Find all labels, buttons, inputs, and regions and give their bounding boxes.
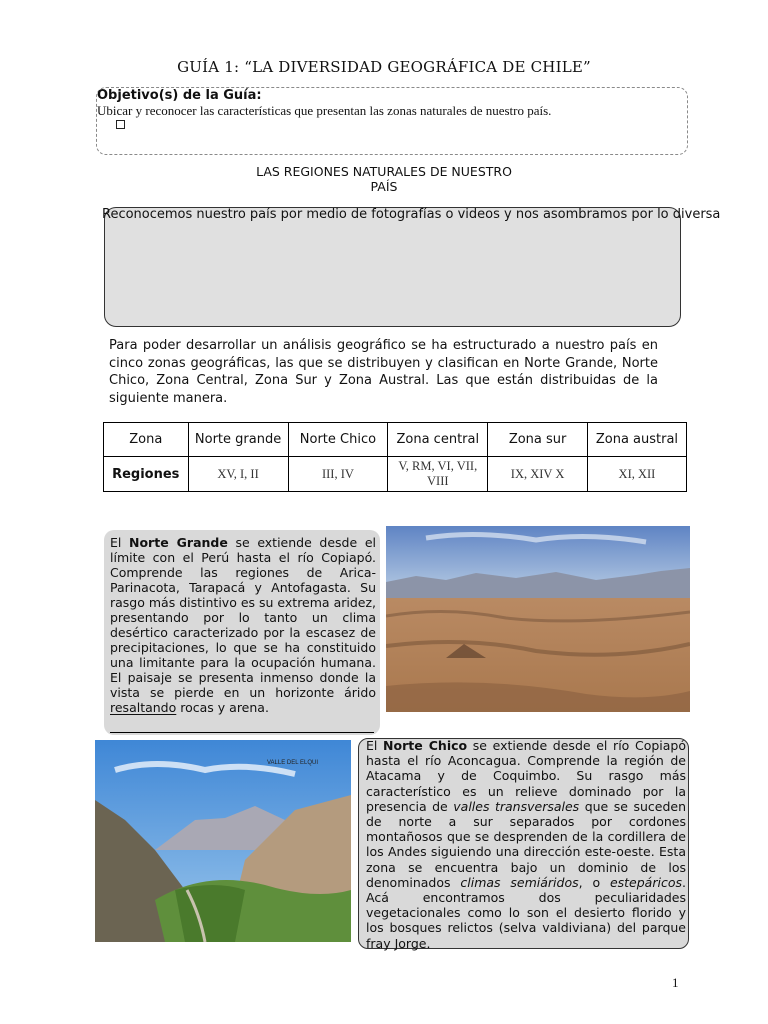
intro-text: Reconocemos nuestro país por medio de fotografías o videos y nos asombramos por lo diversa xyxy=(102,207,721,222)
table-header-cell: Zona xyxy=(104,423,189,457)
table-header-row xyxy=(104,423,687,457)
table-cell: XI, XII xyxy=(587,457,686,492)
zones-table xyxy=(103,422,687,492)
page-number: 1 xyxy=(672,975,679,990)
objective-label: Objetivo(s) de la Guía: xyxy=(97,88,262,103)
objective-text: Ubicar y reconocer las características que presentan las zonas naturales de nuestro país. xyxy=(97,103,552,118)
text-run: se extiende desde el límite con el Perú hasta el río Copiapó. Comprende las regiones de Arica-Parinacota, Tarapacá y Antofagasta. Su rasgo más distintivo es su extrema aridez, presentando por lo tanto un clima desértico caracterizado por la escasez de precipitaciones, lo que se ha constituido una limitante para la ocupación humana. El paisaje se presenta inmenso donde la vista se pierde en un horizonte árido xyxy=(110,535,376,700)
text-run: , o xyxy=(578,874,610,890)
underlined-term: resaltando xyxy=(110,700,177,715)
text-run: . Acá encontramos dos peculiaridades vegetacionales como lo son el desierto florido y los bosques relictos (selva valdiviana) del parque fray Jorge. xyxy=(366,874,686,951)
table-header-cell: Zona austral xyxy=(587,423,686,457)
table-header-cell: Norte grande xyxy=(188,423,288,457)
desert-photo xyxy=(386,526,690,712)
text-run: rocas y arena. xyxy=(176,700,269,715)
table-cell: III, IV xyxy=(288,457,388,492)
intro-box xyxy=(104,207,681,327)
table-cell: XV, I, II xyxy=(188,457,288,492)
text-run: El xyxy=(366,738,384,753)
text-run: se extiende desde el río Copiapó hasta el río Aconcagua. Comprende la región de Atacama y de Coquimbo. Su rasgo más característico es un relieve dominado por la presencia de xyxy=(366,738,687,814)
bold-term: Norte Grande xyxy=(129,535,228,550)
table-cell: IX, XIV X xyxy=(488,457,588,492)
norte-chico-text xyxy=(366,738,686,951)
photo-caption: VALLE DEL ELQUI xyxy=(267,760,319,766)
section-title-line1: LAS REGIONES NATURALES DE NUESTRO xyxy=(256,164,512,179)
italic-term: valles transversales xyxy=(453,798,580,814)
section-title xyxy=(240,164,528,194)
text-run: que se suceden de norte a sur separados por cordones montañosos que se desprenden de la cordillera de los Andes siguiendo una dirección este-oeste. Esta zona se encuentra bajo un dominio de los denominados xyxy=(366,798,686,890)
table-header-cell: Norte Chico xyxy=(288,423,388,457)
text-run: El xyxy=(110,535,129,550)
norte-grande-text xyxy=(110,535,376,715)
table-header-cell: Zona central xyxy=(388,423,488,457)
checkbox[interactable] xyxy=(116,120,125,129)
page-title: GUÍA 1: “LA DIVERSIDAD GEOGRÁFICA DE CHILE” xyxy=(177,58,591,76)
italic-term: estepáricos xyxy=(609,874,682,890)
valley-photo xyxy=(95,740,351,942)
bold-term: Norte Chico xyxy=(383,738,468,753)
section-title-line2: PAÍS xyxy=(370,179,398,194)
divider xyxy=(110,732,374,733)
table-row-label: Regiones xyxy=(104,457,189,492)
table-header-cell: Zona sur xyxy=(488,423,588,457)
table-row xyxy=(104,457,687,492)
body-paragraph: Para poder desarrollar un análisis geográfico se ha estructurado a nuestro país en cinco zonas geográficas, las que se distribuyen y clasifican en Norte Grande, Norte Chico, Zona Central, Zona Sur y Zona Austral. Las que están distribuidas de la siguiente manera. xyxy=(109,338,658,406)
italic-term: climas semiáridos xyxy=(460,874,579,890)
table-cell: V, RM, VI, VII, VIII xyxy=(388,457,488,492)
